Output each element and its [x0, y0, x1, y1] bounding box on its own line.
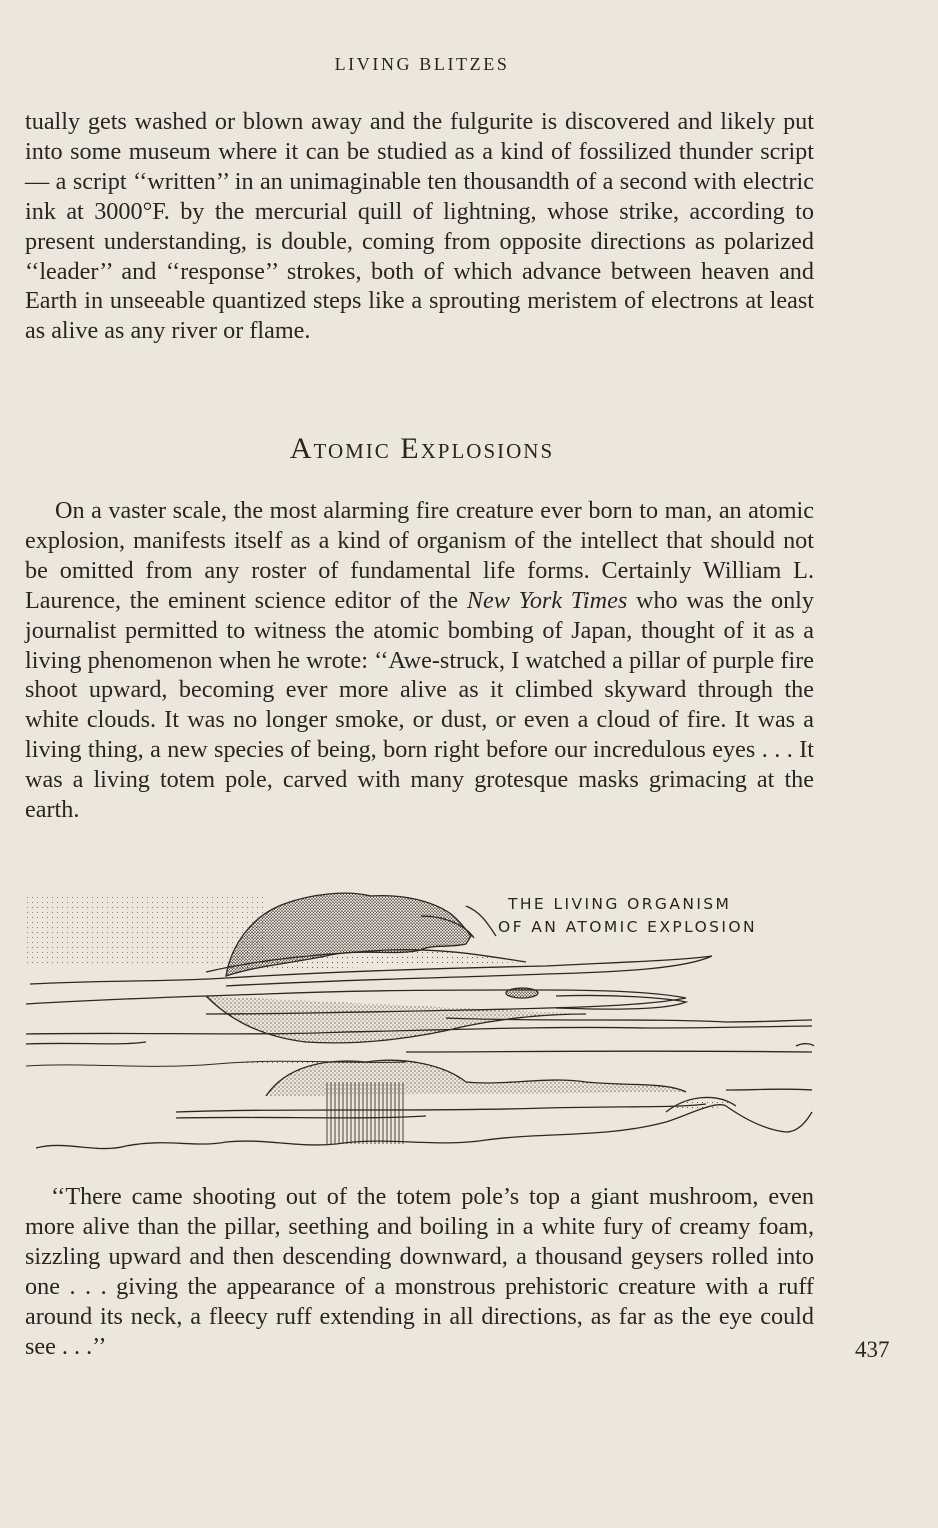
running-head: LIVING BLITZES [334, 54, 510, 74]
section-title: Atomic Explosions [289, 432, 555, 465]
paragraph-mushroom-quote: ‘‘There came shooting out of the totem pole’s top a giant mushroom, even more alive than the pillar, seething and boiling in a white fury of creamy foam, sizzling upward and then descending downward, a thousand geysers rolled into one . . . giving the appearance of a monstrous prehistoric creature with a ruff around its neck, a fleecy ruff extending in all directions, as far as the eye could see . . .’’ [25, 1183, 814, 1360]
page-number: 437 [855, 1337, 890, 1362]
paragraph-atomic-explosion [25, 496, 814, 825]
paragraph-text-start: On a vaster scale, the most alarming fire creature ever born to man, an atomic explosion, manifests itself as a kind of organism of the intellect that should not be omitted from any roster of fundamental life forms. Certainly William L. Laurence, the eminent science editor of the [25, 497, 814, 614]
paragraph-text-end: who was the only journalist permitted to witness the atomic bombing of Japan, thought of it as a living phenomenon when he wrote: ‘‘Awe-struck, I watched a pillar of purple fire shoot upward, becoming ever more alive as it climbed skyward through the white clouds. It was no longer smoke, or dust, or even a cloud of fire. It was a living thing, a new species of being, born right before our incredulous eyes . . . It was a living totem pole, carved with many grotesque masks grimacing at the earth. [25, 586, 814, 824]
paragraph-fulgurite: tually gets washed or blown away and the fulgurite is discovered and likely put into some museum where it can be studied as a kind of fossilized thunder script — a script ‘‘written’’ in an unimaginable ten thousandth of a second with electric ink at 3000°F. by the mercurial quill of lightning, whose strike, according to present understanding, is double, coming from opposite directions as polarized ‘‘leader’’ and ‘‘response’’ strokes, both of which advance between heaven and Earth in unseeable quantized steps like a sprouting meristem of electrons at least as alive as any river or flame. [25, 108, 814, 345]
newspaper-title: New York Times [466, 586, 628, 614]
illustration-caption [498, 893, 757, 939]
caption-line-1: THE LIVING ORGANISM [508, 895, 732, 913]
caption-line-2: OF AN ATOMIC EXPLOSION [498, 918, 757, 936]
